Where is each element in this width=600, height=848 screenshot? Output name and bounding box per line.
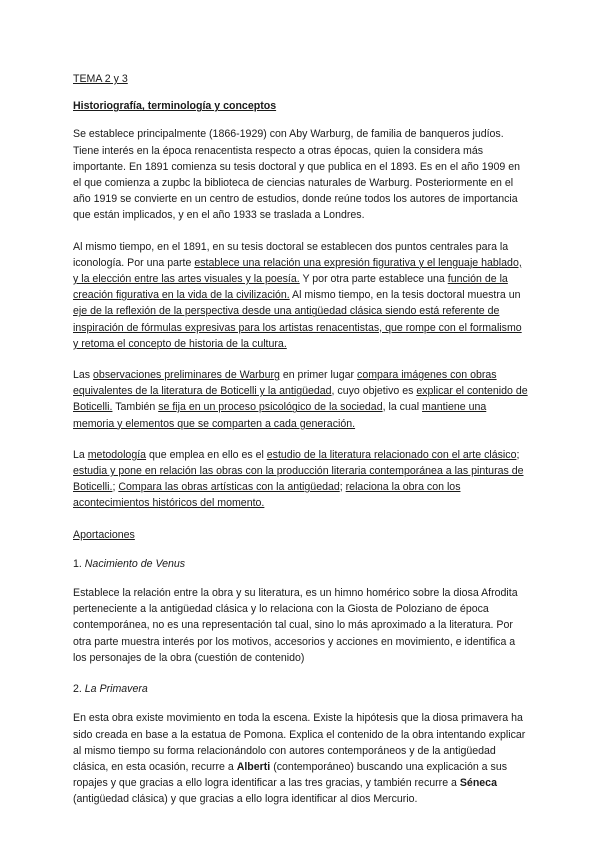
section-heading-aportaciones: Aportaciones <box>73 528 135 541</box>
underlined-phrase: mantiene una memoria y elementos que se comparten a cada generación. <box>73 401 487 430</box>
underlined-phrase: observaciones preliminares de Warburg <box>93 369 280 382</box>
underlined-phrase: metodología <box>87 448 147 461</box>
paragraph-tesis: Al mismo tiempo, en el 1891, en su tesis doctoral se establecen dos puntos centrales para la iconología. Por una parte establece una relación una expresión figurativa y el lenguaje hablado, y la elección entre las artes visuales y la poesía. Y por otra parte establece una función de la creación figurativa en la vida de la civilización. Al mismo tiempo, en la tesis doctoral muestra un eje de la reflexión de la perspectiva desde una antigüedad clásica siendo está referente de inspiración de fórmulas expresivas para los artistas renacentistas, que rompe con el formalismo y retoma el concepto de historia de la cultura. <box>73 240 522 350</box>
doc-title: TEMA 2 y 3 <box>73 73 128 85</box>
paragraph-primavera: En esta obra existe movimiento en toda la escena. Existe la hipótesis que la diosa primavera ha sido creada en base a la estatua de Pomona. Explica el contenido de la obra intentando explicar al mismo tiempo su forma relacionándolo con autores contemporáneos y de la antigüedad clásica, en esta ocasión, recurre a Alberti (contemporáneo) buscando una explicación a sus ropajes y que gracias a ello logra identificar a las tres gracias, y también recurre a Séneca (antigüedad clásica) y que gracias a ello logra identificar al dios Mercurio. <box>73 712 526 806</box>
underlined-phrase: estudio de la literatura relacionado con el arte clásico <box>266 448 517 461</box>
author-name: Séneca <box>459 777 497 790</box>
underlined-phrase: compara imágenes con obras equivalentes de la literatura de Boticelli y la antigüedad <box>73 369 497 398</box>
artwork-title: La Primavera <box>84 683 148 696</box>
paragraph-nacimiento-venus: Establece la relación entre la obra y su literatura, es un himno homérico sobre la diosa Afrodita perteneciente a la antigüedad clásica y lo relaciona con la Giosta de Poloziano de época contemporánea, no es una representación tal cual, sino lo más aproximado a la literatura. Por otra parte muestra interés por los motivos, accesorios y acciones en movimiento, e identifica a los personajes de la obra (cuestión de contenido) <box>73 587 518 664</box>
underlined-phrase: relaciona la obra con los acontecimientos históricos del momento. <box>73 481 461 510</box>
doc-subtitle: Historiografía, terminología y conceptos <box>73 100 277 113</box>
underlined-phrase: se fija en un proceso psicológico de la sociedad <box>158 401 383 414</box>
author-name: Alberti <box>236 760 271 773</box>
list-item-nacimiento-venus: 1. Nacimiento de Venus <box>73 557 186 570</box>
underlined-phrase: estudia y pone en relación las obras con la producción literaria contemporánea a las pinturas de Boticelli. <box>73 465 524 494</box>
list-item-primavera: 2. La Primavera <box>73 683 148 696</box>
paragraph-warburg-intro: Se establece principalmente (1866-1929) con Aby Warburg, de familia de banqueros judíos. Tiene interés en la época renacentista respecto a otras épocas, quien la considera más importante. En 1891 comienza su tesis doctoral y que publica en el 1893. Es en el año 1909 en el que comienza a zupbc la biblioteca de ciencias naturales de Warburg. Posteriormente en el año 1919 se convierte en un centro de estudios, donde reúne todos los autores de importancia que están implicados, y en el año 1933 se traslada a Londres. <box>73 128 520 222</box>
underlined-phrase: función de la creación figurativa en la vida de la civilización. <box>73 273 508 302</box>
paragraph-metodologia: La metodología que emplea en ello es el estudio de la literatura relacionado con el arte clásico; estudia y pone en relación las obras con la producción literaria contemporánea a las pinturas de Boticelli.; Compara las obras artísticas con la antigüedad; relaciona la obra con los acontecimientos históricos del momento. <box>73 448 524 510</box>
underlined-phrase: establece una relación una expresión figurativa y el lenguaje hablado, y la elección entre las artes visuales y la poesía. <box>73 256 522 286</box>
underlined-phrase: eje de la reflexión de la perspectiva desde una antigüedad clásica siendo está referente de inspiración de fórmulas expresivas para los artistas renacentistas, que rompe con el formalismo y retoma el concepto de historia de la cultura. <box>73 305 522 350</box>
paragraph-observaciones: Las observaciones preliminares de Warburg en primer lugar compara imágenes con obras equivalentes de la literatura de Boticelli y la antigüedad, cuyo objetivo es explicar el contenido de Boticelli. También se fija en un proceso psicológico de la sociedad, la cual mantiene una memoria y elementos que se comparten a cada generación. <box>73 369 528 430</box>
underlined-phrase: Compara las obras artísticas con la antigüedad <box>118 481 340 494</box>
artwork-title: Nacimiento de Venus <box>84 557 186 570</box>
underlined-phrase: explicar el contenido de Boticelli. <box>73 385 528 414</box>
